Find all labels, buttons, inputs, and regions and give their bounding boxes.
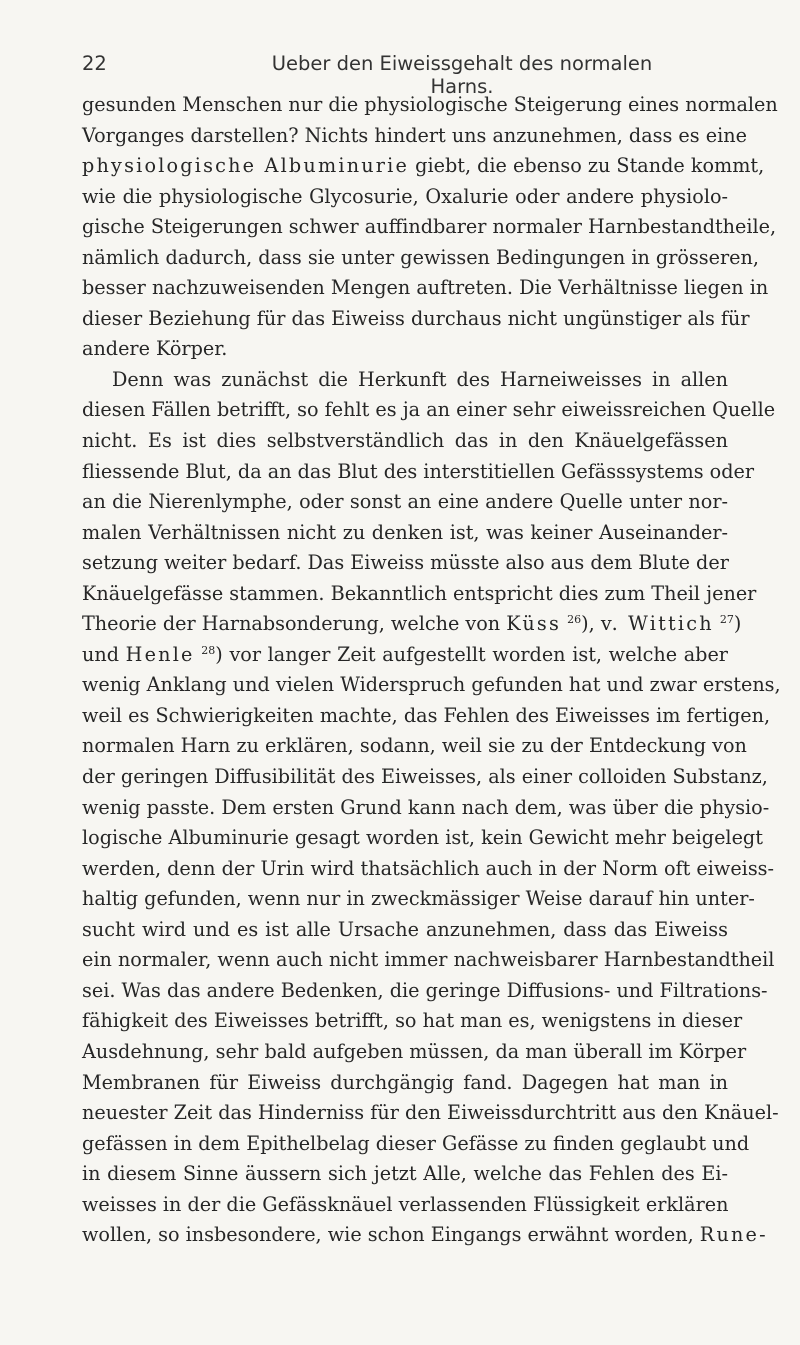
text-line: haltig gefunden, wenn nur in zweckmässiger Weise darauf hin unter- [82, 887, 755, 911]
text-fragment: und [82, 642, 126, 666]
text-line: fähigkeit des Eiweisses betrifft, so hat man es, wenigstens in dieser [82, 1009, 743, 1033]
text-line: logische Albuminurie gesagt worden ist, kein Gewicht mehr beigelegt [82, 826, 763, 850]
text-line: Knäuelgefässe stammen. Bekanntlich entspricht dies zum Theil jener [82, 581, 757, 605]
text-line: wenig passte. Dem ersten Grund kann nach dem, was über die physio- [82, 795, 770, 819]
text-line: wie die physiologische Glycosurie, Oxalurie oder andere physiolo- [82, 184, 728, 208]
text-line [82, 151, 765, 182]
text-fragment: ) vor langer Zeit aufgestellt worden ist, welche aber [215, 642, 728, 666]
text-line: normalen Harn zu erklären, sodann, weil sie zu der Entdeckung von [82, 734, 747, 758]
emphasized-term: physiologische Albuminurie [82, 154, 410, 178]
text-line: in diesem Sinne äussern sich jetzt Alle, welche das Fehlen des Ei- [82, 1162, 728, 1186]
text-fragment: ), [581, 612, 601, 636]
text-line: weil es Schwierigkeiten machte, das Fehlen des Eiweisses im fertigen, [82, 703, 771, 727]
page-number: 22 [82, 52, 107, 75]
text-line [82, 1220, 768, 1251]
text-line: besser nachzuweisenden Mengen auftreten. Die Verhältnisse liegen in [82, 276, 769, 300]
text-line: Denn was zunächst die Herkunft des Harneiweisses in allen [112, 367, 728, 391]
running-head [82, 52, 732, 98]
text-line: sucht wird und es ist alle Ursache anzunehmen, dass das Eiweiss [82, 917, 728, 941]
author-name: v. Wittich [600, 612, 714, 636]
body-text [82, 90, 781, 1251]
text-line: andere Körper. [82, 337, 228, 361]
text-line: weisses in der die Gefässknäuel verlassenden Flüssigkeit erklären [82, 1192, 729, 1216]
text-line: wenig Anklang und vielen Widerspruch gefunden hat und zwar erstens, [82, 673, 781, 697]
text-line: nicht. Es ist dies selbstverständlich das in den Knäuelgefässen [82, 429, 728, 453]
text-line: gische Steigerungen schwer auffindbarer normaler Harnbestandtheile, [82, 215, 777, 239]
text-line: setzung weiter bedarf. Das Eiweiss müsste also aus dem Blute der [82, 551, 729, 575]
text-line: der geringen Diffusibilität des Eiweisses, als einer colloiden Substanz, [82, 765, 768, 789]
text-line: gesunden Menschen nur die physiologische Steigerung eines normalen [82, 93, 778, 116]
text-line: Membranen für Eiweiss durchgängig fand. Dagegen hat man in [82, 1070, 728, 1094]
text-line: Vorganges darstellen? Nichts hindert uns anzunehmen, dass es eine [82, 123, 747, 147]
author-name: Küss [506, 612, 562, 636]
text-line: ein normaler, wenn auch nicht immer nachweisbarer Harnbestandtheil [82, 948, 775, 972]
text-line: neuester Zeit das Hinderniss für den Eiweissdurchtritt aus den Knäuel- [82, 1101, 779, 1125]
text-line: malen Verhältnissen nicht zu denken ist, was keiner Auseinander- [82, 520, 728, 544]
author-name: Henle [125, 642, 195, 666]
text-line: dieser Beziehung für das Eiweiss durchaus nicht ungünstiger als für [82, 306, 750, 330]
text-fragment: wollen, so insbesondere, wie schon Eingangs erwähnt worden, [82, 1223, 700, 1247]
text-line: Ausdehnung, sehr bald aufgeben müssen, da man überall im Körper [82, 1039, 747, 1063]
text-line: nämlich dadurch, dass sie unter gewissen Bedingungen in grösseren, [82, 245, 759, 269]
text-line: gefässen in dem Epithelbelag dieser Gefässe zu finden geglaubt und [82, 1131, 750, 1155]
text-line: an die Nierenlymphe, oder sonst an eine andere Quelle unter nor- [82, 490, 728, 514]
text-fragment: ) [733, 612, 742, 636]
footnote-ref: 28 [201, 643, 216, 657]
text-line: fliessende Blut, da an das Blut des interstitiellen Gefässsystems oder [82, 459, 755, 483]
text-line [82, 640, 728, 671]
footnote-ref: 27 [719, 613, 734, 627]
text-line: sei. Was das andere Bedenken, die geringe Diffusions- und Filtrations- [82, 978, 768, 1002]
footnote-ref: 26 [567, 613, 582, 627]
text-line: diesen Fällen betrifft, so fehlt es ja an einer sehr eiweissreichen Quelle [82, 398, 776, 422]
text-line [82, 609, 742, 640]
author-name: Rune- [699, 1223, 768, 1247]
running-title: Ueber den Eiweissgehalt des normalen Harns. [271, 52, 653, 98]
text-fragment: Theorie der Harnabsonderung, welche von [82, 612, 507, 636]
text-fragment: giebt, die ebenso zu Stande kommt, [409, 154, 765, 178]
text-line: werden, denn der Urin wird thatsächlich auch in der Norm oft eiweiss- [82, 856, 774, 880]
